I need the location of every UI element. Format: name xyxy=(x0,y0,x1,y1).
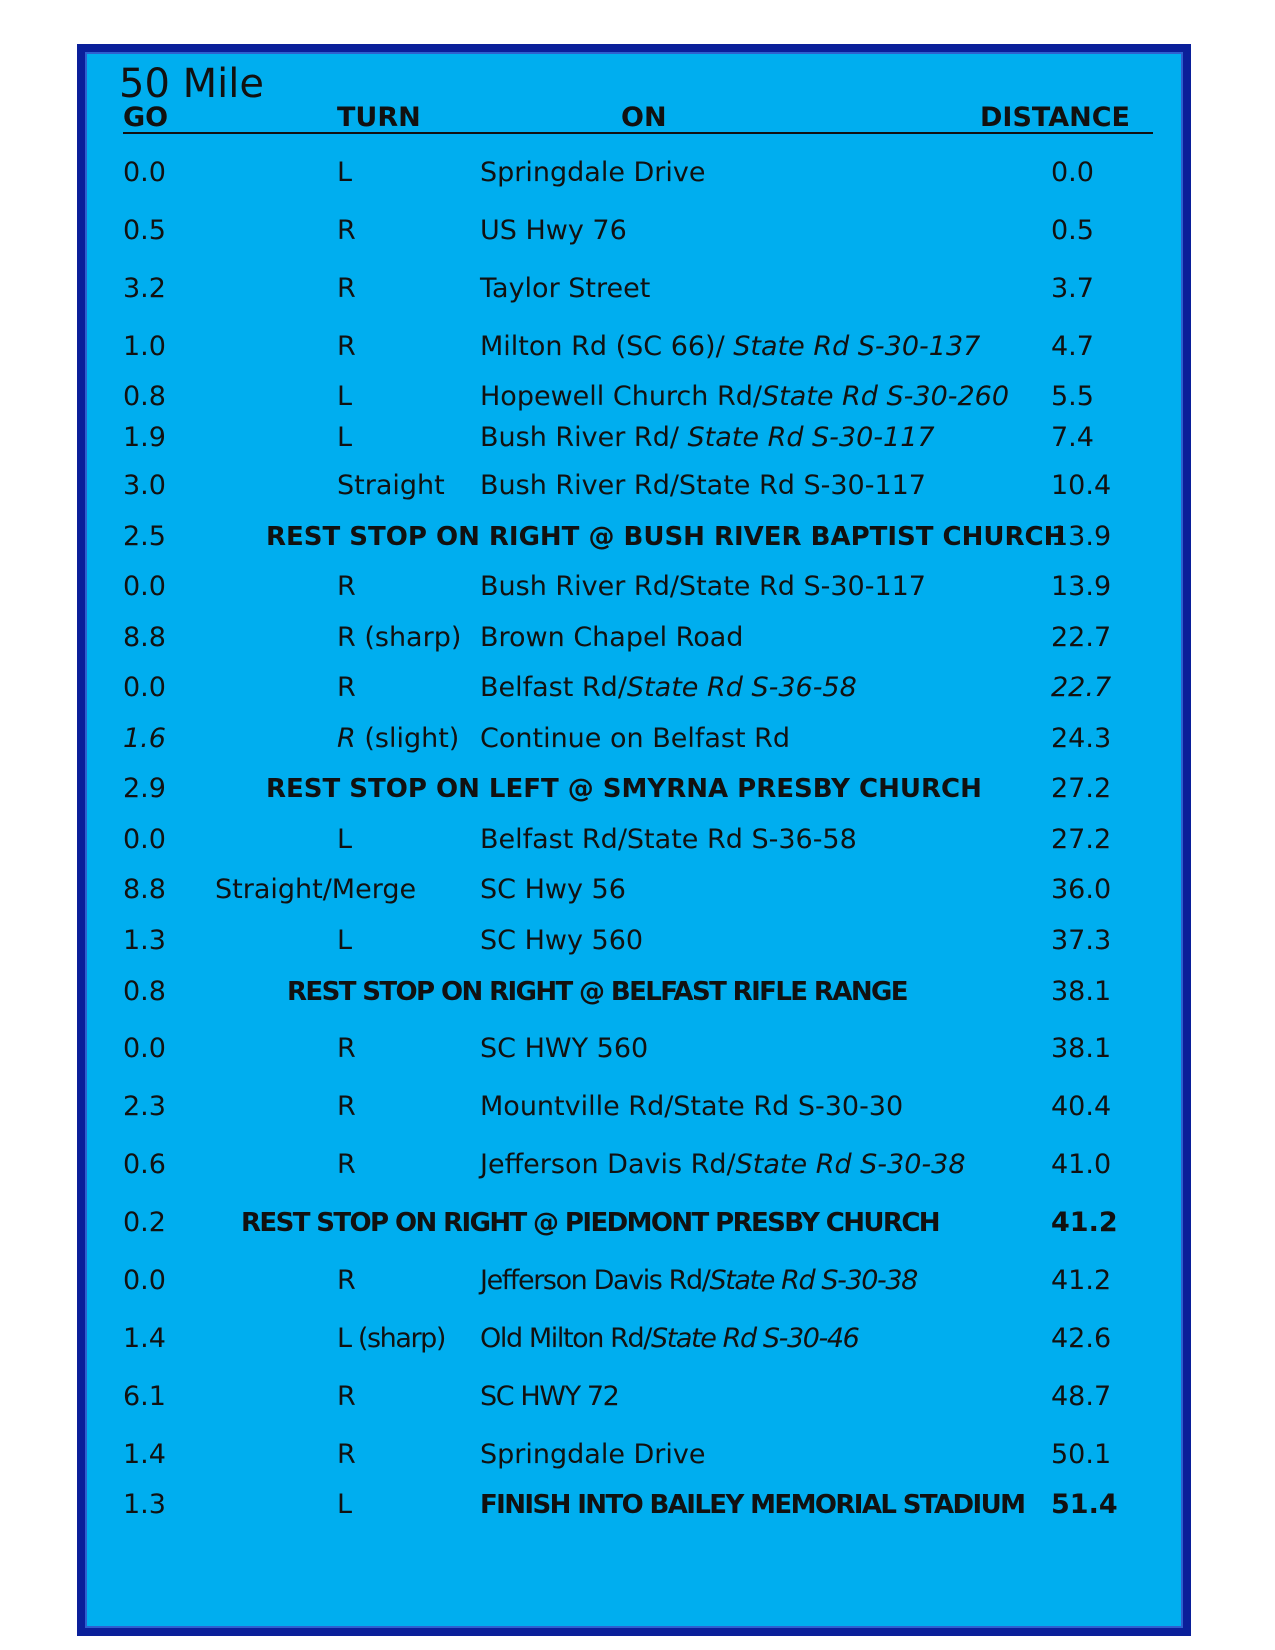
road-name: SC HWY 560 xyxy=(480,1033,649,1064)
turn-value: R xyxy=(337,1381,356,1412)
road-name: Belfast Rd/ xyxy=(480,672,627,703)
distance-value: 38.1 xyxy=(1051,1033,1112,1064)
turn-value: R xyxy=(337,571,356,602)
road-name: SC Hwy 560 xyxy=(480,925,644,956)
road-name: US Hwy 76 xyxy=(480,215,627,246)
road-value xyxy=(480,271,650,307)
turn-value: L xyxy=(337,925,353,956)
go-value: 0.6 xyxy=(123,1149,166,1180)
road-name: Bush River Rd/ xyxy=(480,422,688,453)
cue-row xyxy=(85,1089,1183,1125)
road-value xyxy=(480,420,935,456)
state-road-name: State Rd S-30-137 xyxy=(733,331,981,362)
turn-value: R xyxy=(337,1439,356,1470)
distance-value: 38.1 xyxy=(1051,976,1112,1007)
go-value: 0.0 xyxy=(123,1265,166,1296)
road-value xyxy=(480,1321,858,1357)
cue-row xyxy=(85,1437,1183,1473)
distance-value: 48.7 xyxy=(1051,1381,1112,1412)
distance-value: 22.7 xyxy=(1051,622,1112,653)
road-name: Old Milton Rd/ xyxy=(480,1323,651,1354)
go-value: 2.9 xyxy=(123,773,166,804)
go-value: 0.2 xyxy=(123,1207,166,1238)
turn-modifier: (slight) xyxy=(355,723,460,754)
road-name: Continue on Belfast Rd xyxy=(480,723,791,754)
road-value xyxy=(480,213,627,249)
state-road-name: State Rd S-30-38 xyxy=(735,1149,966,1180)
distance-value: 0.0 xyxy=(1051,157,1094,188)
road-name: Belfast Rd/State Rd S-36-58 xyxy=(480,824,857,855)
go-value: 0.0 xyxy=(123,157,166,188)
distance-value: 40.4 xyxy=(1051,1091,1112,1122)
distance-value: 41.2 xyxy=(1051,1207,1118,1238)
go-value: 1.0 xyxy=(123,331,166,362)
cue-row xyxy=(85,420,1183,456)
road-name: SC HWY 72 xyxy=(480,1381,619,1412)
go-value: 0.8 xyxy=(123,381,166,412)
road-name: Bush River Rd/State Rd S-30-117 xyxy=(480,470,926,501)
distance-value: 24.3 xyxy=(1051,723,1112,754)
cue-row xyxy=(85,620,1183,656)
turn-value: L xyxy=(337,1489,353,1520)
road-name: Bush River Rd/State Rd S-30-117 xyxy=(480,571,926,602)
rest-stop-row xyxy=(85,771,1183,807)
header-go: GO xyxy=(123,102,169,133)
turn-value: L xyxy=(337,157,353,188)
turn-direction: R xyxy=(337,723,356,754)
road-value xyxy=(480,923,643,959)
turn-value: R xyxy=(337,1033,356,1064)
distance-value: 4.7 xyxy=(1051,331,1094,362)
cue-row xyxy=(85,822,1183,858)
road-name: Springdale Drive xyxy=(480,157,706,188)
turn-value: R xyxy=(337,672,356,703)
road-value xyxy=(480,1031,648,1067)
road-name: SC Hwy 56 xyxy=(480,874,626,905)
cue-row xyxy=(85,721,1183,757)
cue-row xyxy=(85,569,1183,605)
state-road-name: State Rd S-30-260 xyxy=(761,381,1010,412)
turn-value: L xyxy=(337,381,353,412)
go-value: 3.2 xyxy=(123,273,166,304)
go-value: 1.4 xyxy=(123,1323,166,1354)
distance-value: 50.1 xyxy=(1051,1439,1112,1470)
turn-value: Straight/Merge xyxy=(215,874,417,905)
go-value: 1.3 xyxy=(123,925,166,956)
road-name: Jefferson Davis Rd/ xyxy=(480,1265,710,1296)
turn-value: R xyxy=(337,215,356,246)
road-value xyxy=(480,569,926,605)
road-value xyxy=(480,1379,618,1415)
state-road-name: State Rd S-30-117 xyxy=(687,422,935,453)
go-value: 1.3 xyxy=(123,1489,166,1520)
distance-value: 42.6 xyxy=(1051,1323,1112,1354)
page-title: 50 Mile xyxy=(119,61,264,107)
distance-value: 22.7 xyxy=(1051,672,1112,703)
go-value: 0.5 xyxy=(123,215,166,246)
distance-value: 27.2 xyxy=(1051,773,1112,804)
road-name: Jefferson Davis Rd/ xyxy=(480,1149,736,1180)
rest-stop-label: REST STOP ON RIGHT @ BUSH RIVER BAPTIST CHURCH xyxy=(266,522,1066,552)
rest-stop-row xyxy=(85,519,1183,555)
road-name: Hopewell Church Rd/ xyxy=(480,381,762,412)
distance-value: 51.4 xyxy=(1051,1489,1118,1520)
cue-row xyxy=(85,271,1183,307)
cue-row xyxy=(85,468,1183,504)
distance-value: 3.7 xyxy=(1051,273,1094,304)
road-value xyxy=(480,670,857,706)
go-value: 1.4 xyxy=(123,1439,166,1470)
road-value xyxy=(480,620,743,656)
road-value xyxy=(480,329,980,365)
cue-row xyxy=(85,213,1183,249)
distance-value: 5.5 xyxy=(1051,381,1094,412)
road-value xyxy=(480,872,626,908)
distance-value: 7.4 xyxy=(1051,422,1094,453)
go-value: 0.0 xyxy=(123,571,166,602)
cue-row xyxy=(85,1263,1183,1299)
go-value: 3.0 xyxy=(123,470,166,501)
go-value: 1.6 xyxy=(123,723,166,754)
turn-value: R xyxy=(337,1149,356,1180)
rest-stop-label: REST STOP ON RIGHT @ PIEDMONT PRESBY CHURCH xyxy=(241,1208,939,1238)
state-road-name: State Rd S-36-58 xyxy=(626,672,857,703)
header-turn: TURN xyxy=(337,102,421,133)
cue-row xyxy=(85,155,1183,191)
distance-value: 37.3 xyxy=(1051,925,1112,956)
turn-value: L xyxy=(337,422,353,453)
rest-stop-label: REST STOP ON RIGHT @ BELFAST RIFLE RANGE xyxy=(287,977,907,1007)
cue-row xyxy=(85,1379,1183,1415)
road-value xyxy=(480,1089,903,1125)
go-value: 0.8 xyxy=(123,976,166,1007)
distance-value: 13.9 xyxy=(1051,571,1112,602)
turn-value: R xyxy=(337,273,356,304)
go-value: 2.3 xyxy=(123,1091,166,1122)
rest-stop-row xyxy=(85,1205,1183,1241)
turn-value xyxy=(337,721,459,757)
go-value: 8.8 xyxy=(123,622,166,653)
road-value xyxy=(480,155,706,191)
road-name: Mountville Rd/State Rd S-30-30 xyxy=(480,1091,904,1122)
go-value: 8.8 xyxy=(123,874,166,905)
road-value xyxy=(480,721,790,757)
go-value: 0.0 xyxy=(123,672,166,703)
cue-row xyxy=(85,379,1183,415)
road-name: Taylor Street xyxy=(480,273,651,304)
cue-row xyxy=(85,1031,1183,1067)
cue-sheet xyxy=(77,44,1191,1636)
road-value xyxy=(480,1263,917,1299)
road-value xyxy=(480,822,857,858)
road-value xyxy=(480,1437,706,1473)
distance-value: 27.2 xyxy=(1051,824,1112,855)
cue-row xyxy=(85,1147,1183,1183)
cue-row xyxy=(85,923,1183,959)
go-value: 0.0 xyxy=(123,824,166,855)
header-distance: DISTANCE xyxy=(980,102,1130,133)
go-value: 1.9 xyxy=(123,422,166,453)
turn-value: R xyxy=(337,1265,356,1296)
state-road-name: State Rd S-30-46 xyxy=(650,1323,859,1354)
turn-value: L xyxy=(337,824,353,855)
header-underline xyxy=(123,132,1153,134)
turn-value: R xyxy=(337,331,356,362)
rest-stop-row xyxy=(85,974,1183,1010)
cue-row xyxy=(85,329,1183,365)
cue-row xyxy=(85,872,1183,908)
distance-value: 10.4 xyxy=(1051,470,1112,501)
distance-value: 13.9 xyxy=(1051,521,1112,552)
go-value: 0.0 xyxy=(123,1033,166,1064)
go-value: 6.1 xyxy=(123,1381,166,1412)
rest-stop-label: REST STOP ON LEFT @ SMYRNA PRESBY CHURCH xyxy=(266,774,982,804)
distance-value: 36.0 xyxy=(1051,874,1112,905)
distance-value: 0.5 xyxy=(1051,215,1094,246)
turn-value: Straight xyxy=(337,470,445,501)
turn-value: R xyxy=(337,1091,356,1122)
cue-row xyxy=(85,670,1183,706)
cue-row xyxy=(85,1321,1183,1357)
distance-value: 41.0 xyxy=(1051,1149,1112,1180)
header-on: ON xyxy=(621,102,667,133)
road-value xyxy=(480,379,1009,415)
road-name: Brown Chapel Road xyxy=(480,622,744,653)
turn-value: L (sharp) xyxy=(337,1323,446,1354)
finish-row xyxy=(85,1487,1183,1523)
state-road-name: State Rd S-30-38 xyxy=(709,1265,917,1296)
finish-label: FINISH INTO BAILEY MEMORIAL STADIUM xyxy=(480,1490,1025,1520)
distance-value: 41.2 xyxy=(1051,1265,1112,1296)
road-name: Springdale Drive xyxy=(480,1439,706,1470)
road-value xyxy=(480,1147,966,1183)
road-value xyxy=(480,468,926,504)
road-name: Milton Rd (SC 66)/ xyxy=(480,331,734,362)
go-value: 2.5 xyxy=(123,521,166,552)
turn-value: R (sharp) xyxy=(337,622,462,653)
